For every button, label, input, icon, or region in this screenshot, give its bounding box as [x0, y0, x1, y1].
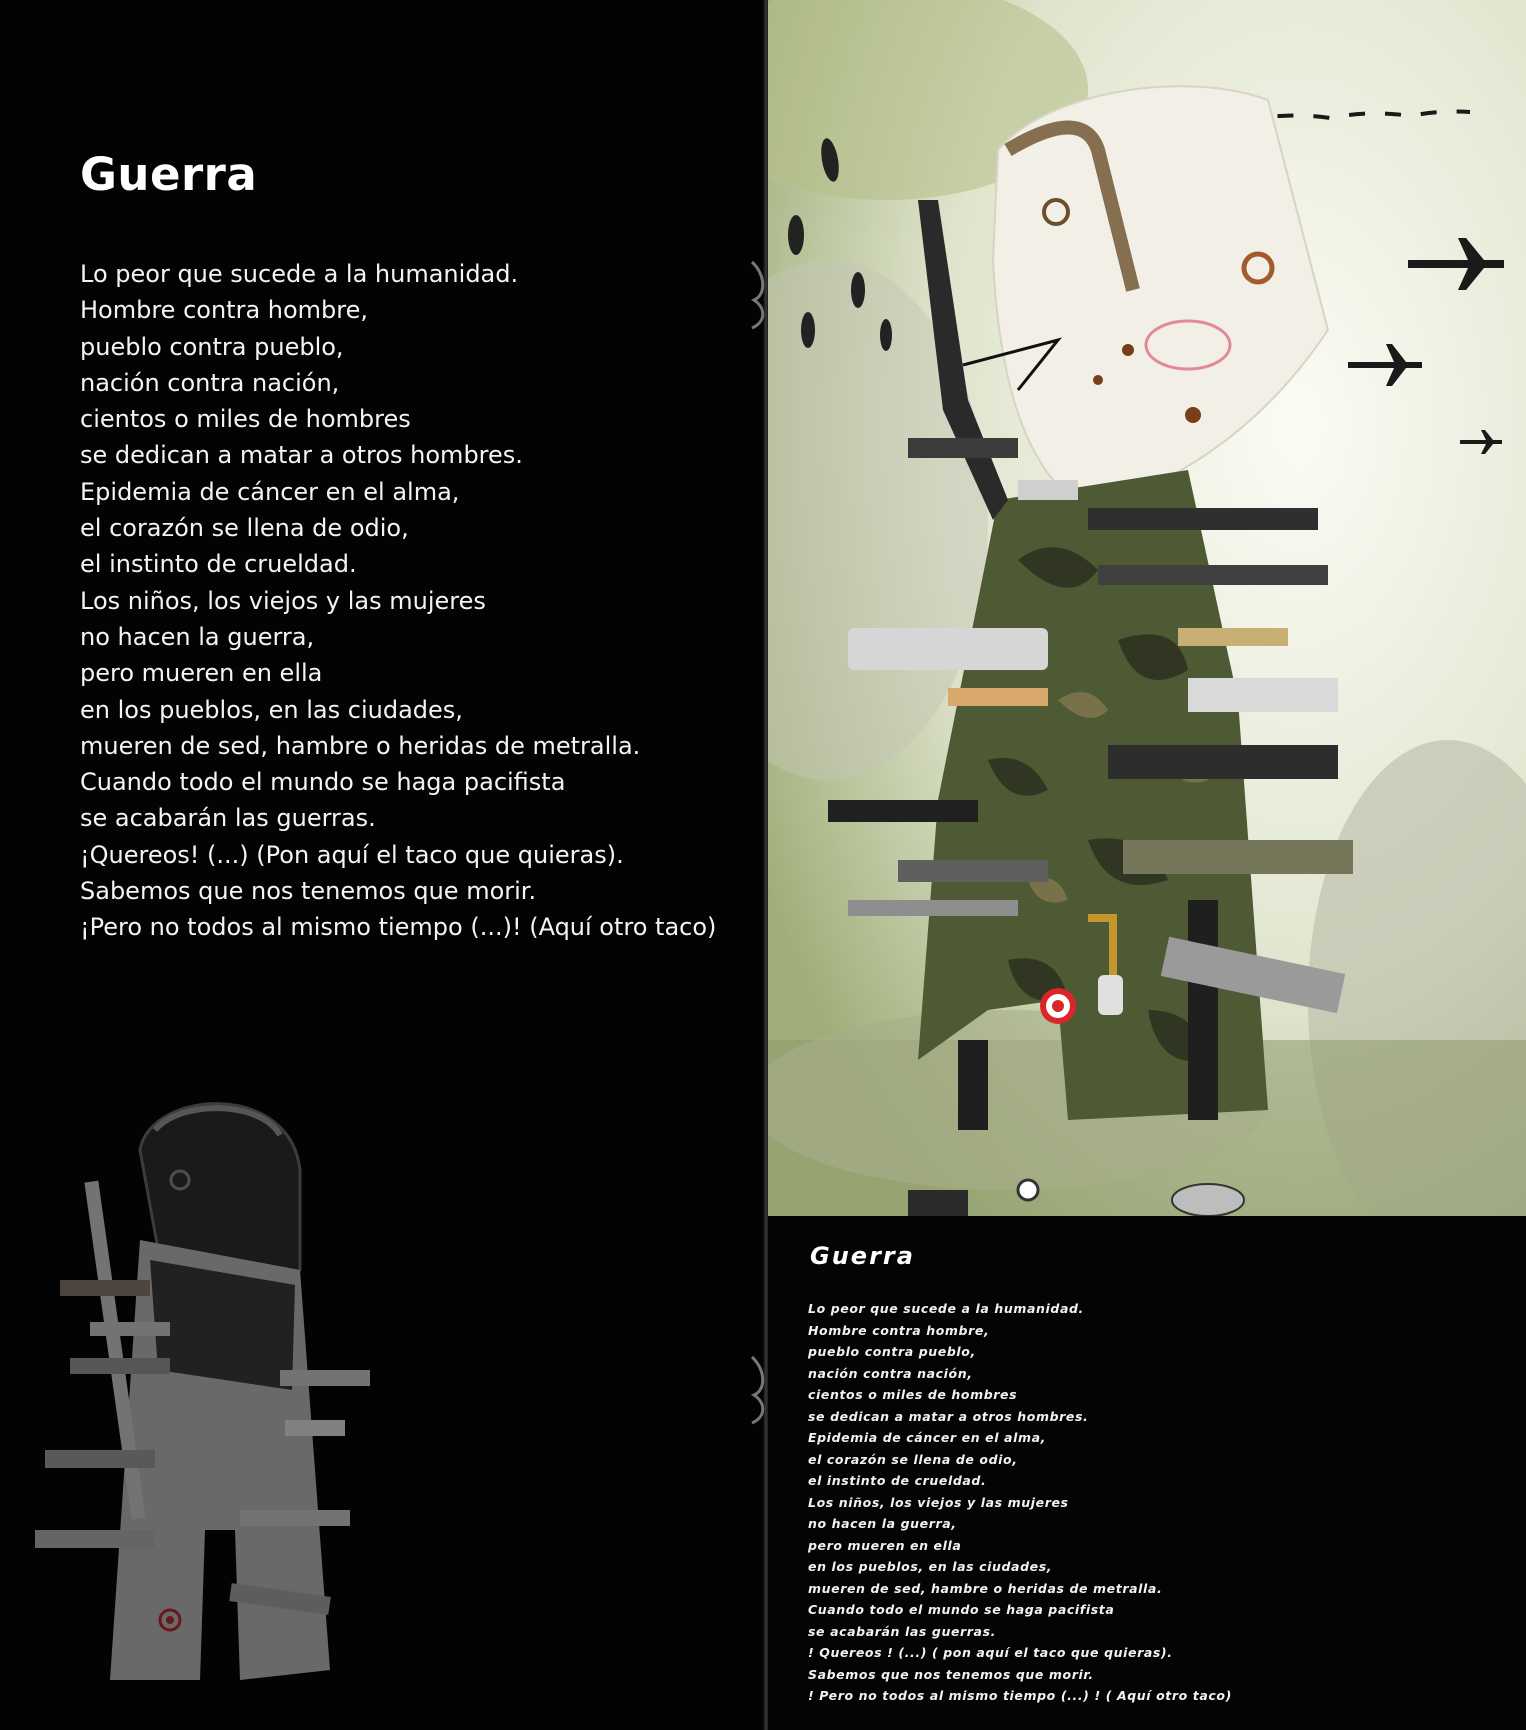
- poem-line: cientos o miles de hombres: [80, 405, 411, 434]
- poem-line: Los niños, los viejos y las mujeres: [80, 586, 486, 615]
- page-title: Guerra: [80, 148, 258, 201]
- poem-line: Lo peor que sucede a la humanidad.: [80, 260, 519, 288]
- poem-line: en los pueblos, en las ciudades,: [808, 1559, 1053, 1574]
- poem-line: ! Quereos ! (...) ( pon aquí el taco que quieras).: [808, 1645, 1173, 1660]
- poem-line: el corazón se llena de odio,: [808, 1451, 1018, 1467]
- poem-line: Hombre contra hombre,: [80, 296, 369, 325]
- caption-title: Guerra: [810, 1242, 915, 1270]
- poem-line: Los niños, los viejos y las mujeres: [808, 1494, 1069, 1510]
- poem-line: se dedican a matar a otros hombres.: [808, 1408, 1089, 1424]
- poem-line: el instinto de crueldad.: [80, 550, 357, 579]
- poem-line: el corazón se llena de odio,: [80, 514, 409, 543]
- poem-line: nación contra nación,: [80, 368, 340, 397]
- poem-line: Sabemos que nos tenemos que morir.: [80, 877, 537, 906]
- poem-line: Cuando todo el mundo se haga pacifista: [80, 768, 566, 797]
- poem-line: pero mueren en ella: [80, 659, 323, 688]
- poem-line: Sabemos que nos tenemos que morir.: [808, 1666, 1094, 1682]
- poem-line: ! Pero no todos al mismo tiempo (...) ! ( Aquí otro taco): [808, 1688, 1232, 1703]
- ghost-figure-illustration: [30, 1090, 400, 1730]
- poem-line: ¡Quereos! (...) (Pon aquí el taco que quieras).: [80, 840, 624, 869]
- poem-line: se dedican a matar a otros hombres.: [80, 441, 523, 470]
- poem-line: pueblo contra pueblo,: [80, 332, 344, 361]
- poem-text: [80, 256, 740, 946]
- poem-line: no hacen la guerra,: [808, 1516, 957, 1531]
- target-mark: [1040, 988, 1076, 1024]
- poem-line: el instinto de crueldad.: [808, 1473, 987, 1488]
- poem-line: no hacen la guerra,: [80, 622, 315, 651]
- poem-line: pueblo contra pueblo,: [808, 1344, 976, 1359]
- caption-panel: [768, 1216, 1526, 1730]
- poem-line: Cuando todo el mundo se haga pacifista: [808, 1602, 1115, 1617]
- poem-line: se acabarán las guerras.: [80, 804, 376, 833]
- poem-line: ¡Pero no todos al mismo tiempo (...)! (Aquí otro taco): [80, 913, 717, 942]
- poem-line: mueren de sed, hambre o heridas de metralla.: [808, 1580, 1163, 1596]
- poem-line: Lo peor que sucede a la humanidad.: [808, 1301, 1084, 1316]
- poem-line: cientos o miles de hombres: [808, 1387, 1018, 1402]
- poem-line: nación contra nación,: [808, 1365, 973, 1381]
- poem-line: mueren de sed, hambre o heridas de metralla.: [80, 731, 641, 760]
- poem-line: en los pueblos, en las ciudades,: [80, 695, 463, 724]
- war-figure-painting: [768, 0, 1526, 1216]
- handwritten-poem: [808, 1298, 1508, 1707]
- poem-line: Epidemia de cáncer en el alma,: [80, 477, 460, 506]
- poem-line: Epidemia de cáncer en el alma,: [808, 1430, 1046, 1445]
- poem-line: se acabarán las guerras.: [808, 1623, 996, 1639]
- right-page: [768, 0, 1526, 1730]
- poem-line: Hombre contra hombre,: [808, 1322, 990, 1338]
- poem-line: pero mueren en ella: [808, 1537, 962, 1553]
